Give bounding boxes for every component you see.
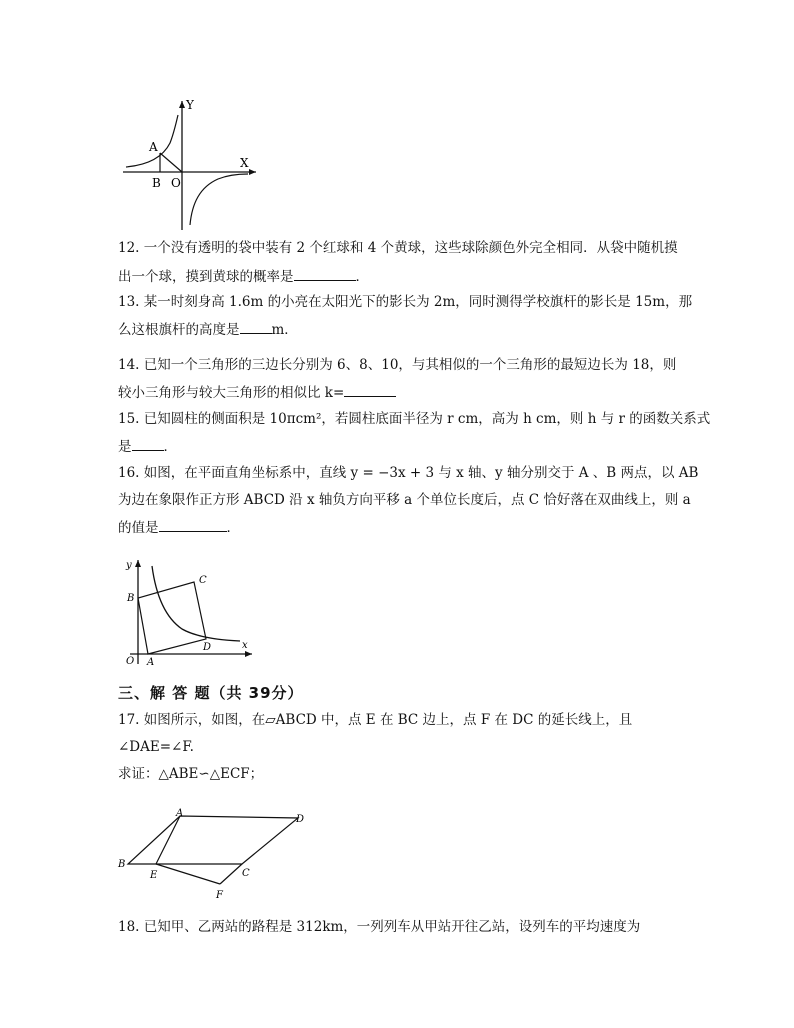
hyperbola-curve [152, 566, 240, 641]
q14-answer-blank[interactable] [344, 383, 396, 397]
q16-line3-end: ． [226, 520, 240, 536]
label-d: D [203, 642, 212, 653]
figure-square-hyperbola [118, 556, 258, 671]
label-b: B [152, 176, 161, 190]
q16-answer-blank[interactable] [159, 518, 227, 532]
q17-line1: 17. 如图所示，如图，在▱ABCD 中，点 E 在 BC 边上，点 F 在 DC 的延长线上，且 [118, 712, 633, 728]
q12-line2 [118, 267, 369, 286]
q13-line1: 13. 某一时刻身高 1.6m 的小亮在太阳光下的影长为 2m，同时测得学校旗杆的影长是 15m，那 [118, 294, 693, 310]
segment-cf [220, 864, 242, 884]
section-heading: 三、解 答 题（共 39分） [118, 684, 304, 702]
q16-line3-text: 的值是 [118, 520, 159, 536]
q12-line2-text: 出一个球，摸到黄球的概率是 [118, 269, 294, 285]
label-f: F [216, 890, 223, 901]
label-a: A [149, 140, 158, 154]
x-axis-arrow [245, 651, 252, 657]
q14-line2-text: 较小三角形与较大三角形的相似比 k= [118, 385, 345, 401]
segment-ef [156, 864, 220, 884]
q16-line2: 为边在象限作正方形 ABCD 沿 x 轴负方向平移 a 个单位长度后，点 C 恰好落在双曲线上，则 a [118, 492, 691, 508]
q17-line3: 求证：△ABE∽△ECF； [118, 766, 264, 782]
label-x: x [242, 640, 248, 651]
segment-ao [160, 153, 182, 172]
q13-line2-end: m． [271, 322, 298, 338]
label-b: B [127, 593, 135, 604]
label-d: D [296, 814, 305, 825]
label-c: C [242, 868, 250, 879]
x-axis-arrow [249, 169, 256, 175]
label-x: X [240, 156, 249, 170]
q13-line2-text: 么这根旗杆的高度是 [118, 322, 240, 338]
q12-line1: 12. 一个没有透明的袋中装有 2 个红球和 4 个黄球，这些球除颜色外完全相同．从袋中随机摸 [118, 240, 678, 256]
label-b: B [118, 859, 126, 870]
parallelogram-abcd [128, 816, 298, 864]
label-a: A [147, 657, 155, 668]
q14-line2 [118, 383, 396, 402]
q14-line1: 14. 已知一个三角形的三边长分别为 6、8、10，与其相似的一个三角形的最短边长为 18，则 [118, 357, 677, 373]
label-o: O [126, 656, 135, 667]
label-o: O [171, 176, 181, 190]
hyperbola-branch-lower-right [190, 174, 248, 225]
q12-line2-end: ． [355, 269, 369, 285]
q16-line3 [118, 518, 240, 537]
q13-answer-blank[interactable] [240, 320, 272, 334]
figure-hyperbola-axes [118, 95, 263, 235]
q15-line2 [118, 437, 177, 456]
figure-parallelogram [112, 806, 318, 902]
y-axis-arrow [135, 560, 141, 567]
label-y: y [126, 560, 132, 571]
q15-line2-end: ． [163, 439, 177, 455]
q17-line2: ∠DAE=∠F. [118, 739, 194, 755]
q15-line1: 15. 已知圆柱的侧面积是 10πcm²，若圆柱底面半径为 r cm，高为 h cm，则 h 与 r 的函数关系式 [118, 411, 711, 427]
q15-line2-text: 是 [118, 439, 132, 455]
label-e: E [150, 870, 158, 881]
label-y: Y [186, 98, 194, 112]
q13-line2 [118, 320, 298, 339]
q16-line1: 16. 如图，在平面直角坐标系中，直线 y = −3x + 3 与 x 轴、y 轴分别交于 A 、B 两点，以 AB [118, 465, 699, 481]
segment-ae [156, 816, 180, 864]
label-c: C [199, 575, 207, 586]
q12-answer-blank[interactable] [294, 267, 356, 281]
q18-line1: 18. 已知甲、乙两站的路程是 312km，一列列车从甲站开往乙站，设列车的平均速度为 [118, 919, 641, 935]
label-a: A [176, 808, 184, 819]
q15-answer-blank[interactable] [132, 437, 164, 451]
y-axis-arrow [179, 101, 185, 108]
square-abcd [138, 582, 206, 654]
